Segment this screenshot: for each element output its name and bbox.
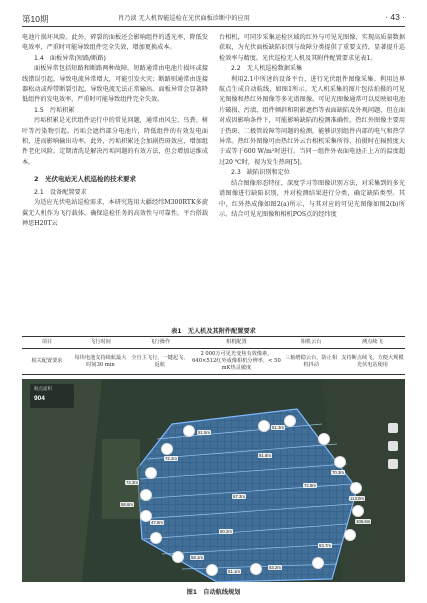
waypoint-marker[interactable] <box>350 482 362 494</box>
layers-button[interactable] <box>388 423 398 433</box>
waypoint-marker[interactable] <box>258 420 270 432</box>
section-heading: 2.1 设备配置要求 <box>34 188 87 196</box>
waypoint-marker[interactable] <box>140 489 152 501</box>
waypoint-label: 47.8m <box>151 520 163 525</box>
paragraph: 面板异常包括短路和断路两种故障。短路通常由电池片损坏或接线错误引起，导致电流异常增大，可能引发火灾；断路则通常由连接器松动或焊带断裂引起，导致电流无法正常输出。面板异常会显著降低组件的发电效率，严重时可能导致组件完全失效。 <box>22 65 208 104</box>
table-header: 相机云台 <box>282 337 339 349</box>
waypoint-label: 81.8m <box>259 453 271 458</box>
waypoint-marker[interactable] <box>172 551 184 563</box>
area-readout: 航点面积 904 <box>30 384 74 408</box>
waypoint-label: 53.2m <box>269 565 281 570</box>
waypoint-marker[interactable] <box>250 563 262 575</box>
waypoint-label: 72.2m <box>165 456 177 461</box>
waypoint-marker[interactable] <box>145 467 157 479</box>
table-cell: 相关配置要求 <box>22 349 72 375</box>
waypoint-marker[interactable] <box>150 532 162 544</box>
table-header: 飞行时间 <box>72 337 129 349</box>
waypoint-label: 113.0m <box>350 496 365 501</box>
waypoint-marker[interactable] <box>352 505 364 517</box>
table-cell: 三轴增稳云台，防止相机抖动 <box>282 349 339 375</box>
waypoint-label: 60.2m <box>220 529 232 534</box>
paragraph: 电池片损坏风险。此外，碎裂的面板还会影响组件的透光率，降低发电效率，严重时可能导致组件完全失效，增加更换成本。 <box>22 34 208 52</box>
flight-route-map <box>22 379 405 582</box>
section-heading: 1.5 污垢积累 <box>34 106 75 114</box>
waypoint-label: 61.1m <box>228 569 240 574</box>
waypoint-label: 58.6m <box>121 502 133 507</box>
page-number: · 43 · <box>385 12 405 22</box>
figure-caption: 图1 自动航线规划 <box>186 589 241 596</box>
section-heading: 1.4 面板异常(短路/断路) <box>34 54 106 62</box>
table-header: 飞行操作 <box>129 337 190 349</box>
waypoint-label: 70.3m <box>332 470 344 475</box>
satellite-terrain <box>22 379 405 582</box>
header-rule <box>22 26 405 27</box>
waypoint-label: 51.5m <box>198 430 210 435</box>
table-cell: 每块电池支持续航最大时间30 min <box>72 349 129 375</box>
waypoint-marker[interactable] <box>334 456 346 468</box>
waypoint-label: 51.3m <box>272 425 284 430</box>
table-header: 项目 <box>22 337 72 349</box>
locate-button[interactable] <box>388 441 398 451</box>
chapter-heading: 2 光伏电站无人机巡检的技术要求 <box>34 175 137 184</box>
table-row <box>22 349 405 375</box>
section-heading: 2.3 缺陷识别和定位 <box>231 169 290 177</box>
waypoint-label: 58.1m <box>191 555 203 560</box>
waypoint-label: 106.6m <box>356 519 371 524</box>
waypoint-marker[interactable] <box>344 529 356 541</box>
right-column <box>219 33 405 220</box>
section-heading: 2.2 无人机巡检数据采集 <box>231 65 303 73</box>
table-cell: 支持断点续飞，方便大规模光伏电站使用 <box>340 349 405 375</box>
table-header: 测点续飞 <box>340 337 405 349</box>
issue-number: 第10期 <box>22 14 49 24</box>
paragraph: 利用2.1中所述的设备平台，进行光伏组件图像采集。利用边界航点生成自动航线，如图1所示。无人机采集的图片包括拍摄的可见光图像和热红外图像等多光谱图像。可见光图像通常可以反映如电池片破损、污渍、组件倾斜和阴影遮挡等表面缺陷及外观问题，但在面对成因影响条件下，可能影响缺陷的检测准确性。热红外图像主要用于热斑、二极管故障等问题的检测，能够识别组件内部的电气和热学异常。热红外图像可由热红外云台相机采集所得，拍摄时在辐照度大于或等于600 W/m²时进行。当同一组件外表面电池正上方的温度超过20 ℃时，视为发生热斑[5]。 <box>219 75 405 166</box>
waypoint-marker[interactable] <box>183 425 195 437</box>
config-table <box>22 336 405 375</box>
zoom-button[interactable] <box>388 459 398 469</box>
waypoint-label: 72.3m <box>126 480 138 485</box>
paragraph: 为适应光伏电站巡检需求，本研究选用大疆经纬M300RTK多旋翼无人机作为飞行载体，确保巡检任务的高效性与可靠性。平台搭载禅思H20T云 <box>22 199 208 227</box>
waypoint-marker[interactable] <box>312 557 324 569</box>
waypoint-marker[interactable] <box>206 564 218 576</box>
left-column <box>22 33 208 229</box>
waypoint-label: 63.7m <box>319 543 331 548</box>
running-title: 肖乃淡 无人机智能巡检在光伏面板诊断中的应用 <box>118 15 250 22</box>
paragraph: 结合图像形态特征、深度学习等图像识别方法，对采集到的多光谱图像进行缺陷识别，并对检测结果进行分类，确定缺陷类型。其中，红外热成像如图2(a)所示，与其对应的可见光图像如图2(b)所示。结合可见光图像和相机POS点的经纬度 <box>219 179 405 218</box>
paragraph: 台相机，可同步采集运检区域的红外与可见光图像，实现高质量数据获取，为光伏面板缺陷识别与故障分类提供了重要支持，显著提升巡检效率与精度。光伏巡检无人机及其附件配置要求见表1。 <box>219 34 405 62</box>
waypoint-label: 67.3m <box>233 494 245 499</box>
waypoint-label: 72.8m <box>304 483 316 488</box>
table-header: 相机配置 <box>190 337 282 349</box>
table-cell: 全自主飞行，一键起飞、返航 <box>129 349 190 375</box>
page-header <box>22 11 405 25</box>
waypoint-marker[interactable] <box>284 415 296 427</box>
paragraph: 污垢积累是光伏组件运行中的常见问题，通常由风尘、鸟粪、树叶等污染物引起。污垢会遮挡部分电池片，降低组件的有效发电面积，进而影响输出功率。此外，污垢积累还会加剧热斑效应，增加组件老化风险。定期清洗是解决污垢问题的有效方法，但会增加运维成本。 <box>22 117 208 166</box>
waypoint-marker[interactable] <box>161 443 173 455</box>
table-cell: 2 000万可见光变焦有效像素，640×512红外成像相机分辨率，< 50 mK热灵敏度 <box>190 349 282 375</box>
table-caption: 表1 无人机及其附件配置要求 <box>171 328 256 335</box>
waypoint-marker[interactable] <box>318 433 330 445</box>
